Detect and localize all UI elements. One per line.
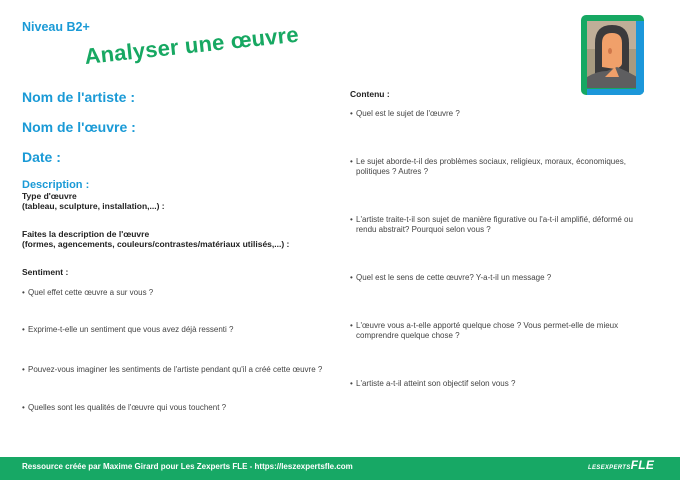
sentiment-question: • Quelles sont les qualités de l'œuvre qui vous touchent ? xyxy=(22,403,227,412)
question-text-cont: comprendre quelque chose ? xyxy=(356,331,460,340)
logo-prefix: LES xyxy=(588,465,601,471)
artist-name-field: Nom de l'artiste : xyxy=(22,89,136,105)
contenu-heading: Contenu : xyxy=(350,89,390,99)
question-text-cont: politiques ? Autres ? xyxy=(356,167,429,176)
sentiment-question: • Pouvez-vous imaginer les sentiments de l'artiste pendant qu'il a créé cette œuvre ? xyxy=(22,365,323,374)
contenu-question: • L'œuvre vous a-t-elle apporté quelque chose ? Vous permet-elle de mieux comprendre quelque chose ? xyxy=(350,321,619,340)
describe-hint: (formes, agencements, couleurs/contrastes/matériaux utilisés,...) : xyxy=(22,239,290,249)
question-text: Quel effet cette œuvre a sur vous ? xyxy=(28,288,154,297)
footer-credit: Ressource créée par Maxime Girard pour Les Zexperts FLE - https://leszexpertsfle.com xyxy=(22,462,353,471)
les-experts-fle-logo xyxy=(588,458,654,472)
contenu-question: • Le sujet aborde-t-il des problèmes sociaux, religieux, moraux, économiques, politiques ? Autres ? xyxy=(350,157,626,176)
question-text: L'artiste a-t-il atteint son objectif selon vous ? xyxy=(356,379,516,388)
sentiment-heading: Sentiment : xyxy=(22,267,69,277)
contenu-question: • Quel est le sens de cette œuvre? Y-a-t-il un message ? xyxy=(350,273,552,282)
type-hint: (tableau, sculpture, installation,...) : xyxy=(22,201,165,211)
question-text: Quel est le sens de cette œuvre? Y-a-t-il un message ? xyxy=(356,273,552,282)
logo-suffix: FLE xyxy=(630,458,655,472)
question-text: Quelles sont les qualités de l'œuvre qui vous touchent ? xyxy=(28,403,227,412)
work-name-field: Nom de l'œuvre : xyxy=(22,119,136,135)
type-label: Type d'œuvre xyxy=(22,191,77,201)
question-text: Quel est le sujet de l'œuvre ? xyxy=(356,109,460,118)
sentiment-question: • Quel effet cette œuvre a sur vous ? xyxy=(22,288,154,297)
contenu-question: • Quel est le sujet de l'œuvre ? xyxy=(350,109,460,118)
describe-label: Faites la description de l'œuvre xyxy=(22,229,150,239)
date-field: Date : xyxy=(22,149,61,165)
contenu-question: • L'artiste traite-t-il son sujet de manière figurative ou l'a-t-il amplifié, déformé ou rendu abstrait? Pourquoi selon vous ? xyxy=(350,215,633,234)
page-title: Analyser une œuvre xyxy=(83,21,300,70)
question-text: Pouvez-vous imaginer les sentiments de l'artiste pendant qu'il a créé cette œuvre ? xyxy=(28,365,323,374)
level-label: Niveau B2+ xyxy=(22,20,90,34)
question-text-cont: rendu abstrait? Pourquoi selon vous ? xyxy=(356,225,491,234)
question-text: L'artiste traite-t-il son sujet de manière figurative ou l'a-t-il amplifié, déformé ou xyxy=(356,215,633,224)
question-text: Le sujet aborde-t-il des problèmes sociaux, religieux, moraux, économiques, xyxy=(356,157,626,166)
contenu-question: • L'artiste a-t-il atteint son objectif selon vous ? xyxy=(350,379,516,388)
logo-main: EXPERTS xyxy=(600,465,631,471)
sentiment-question: • Exprime-t-elle un sentiment que vous avez déjà ressenti ? xyxy=(22,325,234,334)
question-text: Exprime-t-elle un sentiment que vous avez déjà ressenti ? xyxy=(28,325,234,334)
description-heading: Description : xyxy=(22,179,90,191)
question-text: L'œuvre vous a-t-elle apporté quelque chose ? Vous permet-elle de mieux xyxy=(356,321,619,330)
mona-lisa-icon xyxy=(581,15,644,95)
